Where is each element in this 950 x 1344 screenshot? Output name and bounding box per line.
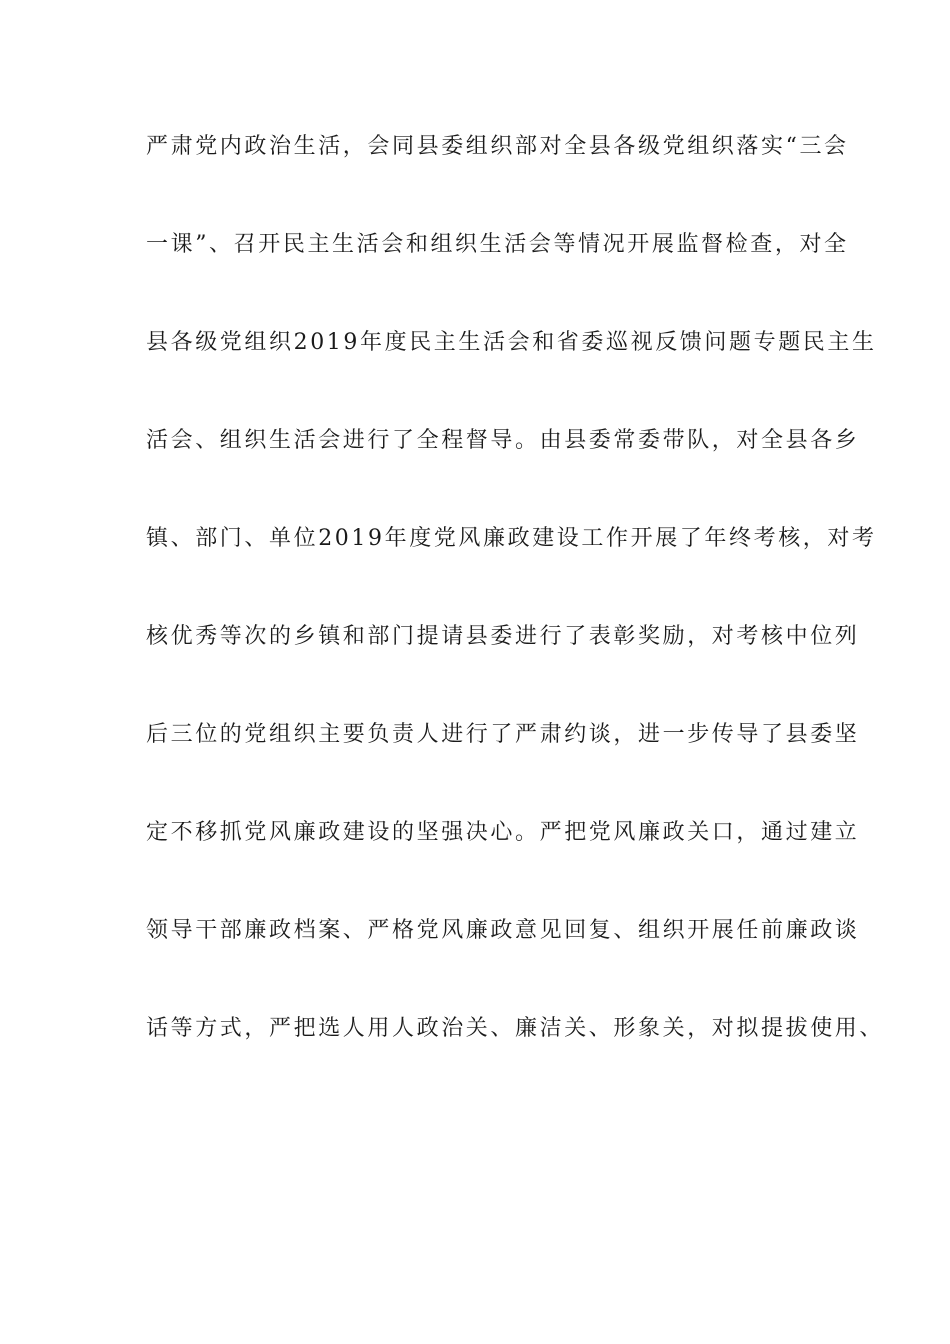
text-line-1: 严肃党内政治生活，会同县委组织部对全县各级党组织落实“三会 bbox=[146, 134, 849, 159]
text-line-6: 核优秀等次的乡镇和部门提请县委进行了表彰奖励，对考核中位列 bbox=[146, 624, 860, 649]
body-paragraph bbox=[146, 125, 885, 1105]
text-line-10: 话等方式，严把选人用人政治关、廉洁关、形象关，对拟提拔使用、 bbox=[146, 1016, 885, 1041]
text-line-7: 后三位的党组织主要负责人进行了严肃约谈，进一步传导了县委坚 bbox=[146, 722, 860, 747]
text-line-5: 镇、部门、单位2019年度党风廉政建设工作开展了年终考核，对考 bbox=[146, 526, 877, 551]
text-line-8: 定不移抓党风廉政建设的坚强决心。严把党风廉政关口，通过建立 bbox=[146, 820, 860, 845]
text-line-2: 一课”、召开民主生活会和组织生活会等情况开展监督检查，对全 bbox=[146, 232, 849, 257]
text-line-3: 县各级党组织2019年度民主生活会和省委巡视反馈问题专题民主生 bbox=[146, 330, 877, 355]
text-line-4: 活会、组织生活会进行了全程督导。由县委常委带队，对全县各乡 bbox=[146, 428, 860, 453]
text-line-9: 领导干部廉政档案、严格党风廉政意见回复、组织开展任前廉政谈 bbox=[146, 918, 860, 943]
